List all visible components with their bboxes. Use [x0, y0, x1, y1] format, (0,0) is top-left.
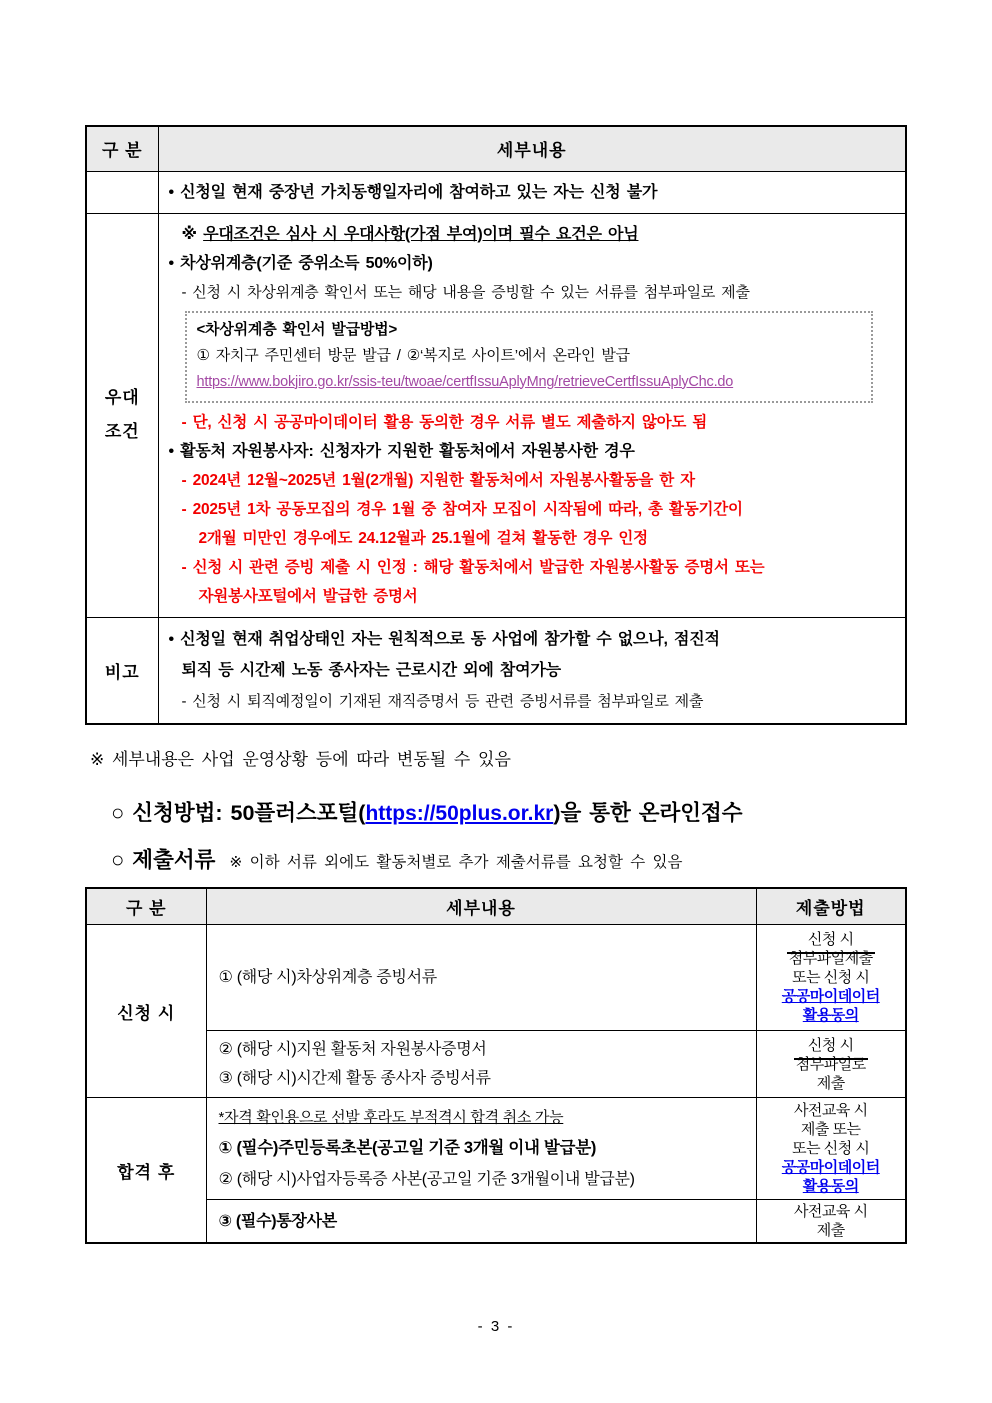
docs-heading-note: ※ 이하 서류 외에도 활동처별로 추가 제출서류를 요청할 수 있음 [229, 853, 683, 871]
method-line: 제출 [816, 1222, 845, 1239]
t2-row1-method-cell [756, 925, 906, 1031]
note-marker: ※ [181, 225, 197, 243]
t2-header-detail: 세부내용 [206, 888, 756, 925]
t2-label-apply: 신청 시 [86, 925, 206, 1098]
documents-table [85, 887, 907, 1245]
t2-row3-method-cell [756, 1098, 906, 1200]
t2-row2-method-cell [756, 1031, 906, 1098]
udae-v3a-line: - 신청 시 관련 증빙 제출 시 인정 : 해당 활동처에서 발급한 자원봉사활동 증명서 또는 [181, 558, 765, 576]
change-note: ※ 세부내용은 사업 운영상황 등에 따라 변동될 수 있음 [90, 749, 511, 769]
udae-volunteer-line: • 활동처 자원봉사자: 신청자가 지원한 활동처에서 자원봉사한 경우 [168, 442, 635, 460]
udae-v1-line: - 2024년 12월~2025년 1월(2개월) 지원한 활동처에서 자원봉사활동을 한 자 [181, 471, 695, 489]
intro-restriction-text: • 신청일 현재 중장년 가치동행일자리에 참여하고 있는 자는 신청 불가 [168, 183, 658, 201]
method-line: 제출 [816, 1074, 845, 1092]
method-line-consent: 활용동의 [802, 1178, 859, 1195]
box-link-line [197, 369, 861, 395]
t2-label-pass: 합격 후 [86, 1098, 206, 1244]
bigo-line1: • 신청일 현재 취업상태인 자는 원칙적으로 동 사업에 참가할 수 없으나, 점진적 [168, 630, 720, 648]
t1-header-category: 구 분 [86, 126, 158, 171]
t2-row1-content-cell [206, 925, 756, 1031]
eligibility-table [85, 125, 907, 725]
t1-udae-cell [158, 213, 906, 617]
t1-intro-cell [158, 171, 906, 213]
circle-bullet-icon: ○ [111, 799, 125, 825]
t1-bigo-cell [158, 617, 906, 724]
method-line: 사전교육 시 [793, 1203, 868, 1220]
udae-note-text: 우대조건은 심사 시 우대사항(가점 부여)이며 필수 요건은 아님 [203, 225, 639, 243]
bokjiro-link[interactable]: https://www.bokjiro.go.kr/ssis-teu/twoae/certfIssuAplyMng/retrieveCertfIssuAplyChc.do [196, 373, 734, 390]
doc-item-resident: ① (필수)주민등록초본(공고일 기준 3개월 이내 발급분) [218, 1139, 597, 1157]
fiftyplus-link[interactable]: https://50plus.or.kr [365, 801, 554, 825]
t1-label-bigo: 비고 [86, 617, 158, 724]
t1-intro-label-empty [86, 171, 158, 213]
doc-item-3: ③ (해당 시)시간제 활동 종사자 증빙서류 [218, 1070, 491, 1087]
method-line: 사전교육 시 [793, 1102, 868, 1119]
document-content [85, 125, 907, 1244]
t2-row4-method-cell [756, 1200, 906, 1244]
docs-heading-title: 제출서류 [132, 847, 216, 872]
t1-header-detail: 세부내용 [158, 126, 906, 171]
method-line-mydata: 공공마이데이터 [781, 988, 880, 1005]
method-line: 제출 또는 [800, 1121, 861, 1138]
apply-heading-prefix: 신청방법: 50플러스포털( [132, 800, 366, 825]
label-udae: 우대 [104, 388, 140, 407]
udae-v2b-line: 2개월 미만인 경우에도 24.12월과 25.1월에 걸쳐 활동한 경우 인정 [198, 529, 648, 547]
udae-chasang-sub-line: - 신청 시 차상위계층 확인서 또는 해당 내용을 증빙할 수 있는 서류를 첨부파일로 제출 [181, 283, 750, 301]
udae-mydata-line: - 단, 신청 시 공공마이데이터 활용 동의한 경우 서류 별도 제출하지 않아도 됨 [181, 413, 708, 431]
doc-item-bankbook: ③ (필수)통장사본 [218, 1212, 337, 1230]
doc-item-1: ① (해당 시)차상위계층 증빙서류 [218, 969, 437, 986]
label-jogeon: 조건 [104, 422, 140, 441]
method-line: 또는 신청 시 [792, 1140, 870, 1157]
t2-row2-content-cell [206, 1031, 756, 1098]
method-line-struck: 첨부파일로 [795, 1055, 866, 1073]
method-line: 신청 시 [807, 931, 854, 948]
t2-row3-content-cell [206, 1098, 756, 1200]
bigo-line2: 퇴직 등 시간제 노동 종사자는 근로시간 외에 참여가능 [181, 661, 561, 679]
apply-heading-suffix: )을 통한 온라인접수 [553, 800, 743, 825]
box-title: <차상위계층 확인서 발급방법> [196, 320, 398, 338]
t1-label-udaejogeon [86, 213, 158, 617]
doc-item-2: ② (해당 시)지원 활동처 자원봉사증명서 [218, 1041, 487, 1058]
udae-v3b-line: 자원봉사포털에서 발급한 증명서 [198, 587, 418, 605]
t2-row4-content-cell [206, 1200, 756, 1244]
method-line-consent: 활용동의 [802, 1007, 859, 1024]
t2-header-category: 구 분 [86, 888, 206, 925]
bigo-line3: - 신청 시 퇴직예정일이 기재된 재직증명서 등 관련 증빙서류를 첨부파일로 제출 [181, 692, 704, 710]
udae-note-line [169, 220, 900, 249]
method-line: 또는 신청 시 [792, 969, 870, 986]
method-line-mydata: 공공마이데이터 [781, 1159, 880, 1176]
issuance-method-box [185, 311, 873, 403]
apply-method-heading [111, 796, 907, 827]
doc-item-business: ② (해당 시)사업자등록증 사본(공고일 기준 3개월이내 발급분) [218, 1171, 635, 1188]
method-line: 신청 시 [807, 1036, 854, 1054]
udae-v2a-line: - 2025년 1차 공동모집의 경우 1월 중 참여자 모집이 시작됨에 따라, 총 활동기간이 [181, 500, 743, 518]
t2-header-method: 제출방법 [756, 888, 906, 925]
circle-bullet-icon: ○ [111, 846, 125, 872]
box-method-line: ① 자치구 주민센터 방문 발급 / ②‘복지로 사이트’에서 온라인 발급 [196, 346, 630, 364]
page-number: - 3 - [477, 1318, 515, 1335]
docs-heading [111, 843, 907, 874]
method-line-struck: 첨부파일제출 [788, 950, 873, 967]
udae-chasang-line: • 차상위계층(기준 중위소득 50%이하) [168, 254, 433, 272]
qualification-warning: *자격 확인용으로 선발 후라도 부적격시 합격 취소 가능 [218, 1109, 564, 1126]
